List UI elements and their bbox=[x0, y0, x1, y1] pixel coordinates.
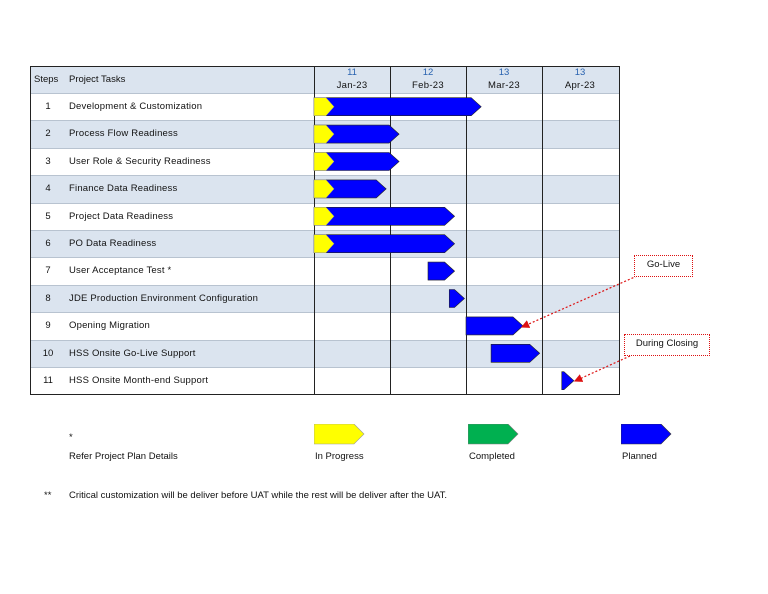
step-number: 8 bbox=[45, 292, 51, 304]
task-name: Finance Data Readiness bbox=[69, 183, 178, 195]
footnote-marker: ** bbox=[44, 490, 52, 501]
step-number: 4 bbox=[45, 183, 51, 195]
task-name: User Acceptance Test * bbox=[69, 265, 172, 277]
step-number: 11 bbox=[43, 375, 53, 386]
month-label-feb: Feb-23 bbox=[412, 80, 444, 91]
month-label-mar: Mar-23 bbox=[488, 80, 520, 91]
gantt-bar bbox=[466, 317, 523, 335]
legend-refer-text: Refer Project Plan Details bbox=[69, 451, 178, 462]
step-number: 3 bbox=[45, 155, 51, 167]
month-count-mar: 13 bbox=[498, 67, 510, 78]
task-name: Development & Customization bbox=[69, 101, 203, 112]
legend-completed-swatch bbox=[468, 424, 520, 448]
gantt-bar bbox=[428, 262, 455, 280]
gantt-bar bbox=[314, 98, 481, 116]
month-count-feb: 12 bbox=[422, 67, 434, 78]
gantt-bar bbox=[491, 344, 540, 362]
step-number: 9 bbox=[45, 320, 51, 332]
header-steps: Steps bbox=[34, 74, 59, 85]
step-number: 2 bbox=[45, 128, 51, 140]
gantt-bar bbox=[314, 235, 455, 253]
header-project-tasks: Project Tasks bbox=[69, 74, 126, 85]
task-name: HSS Onsite Month-end Support bbox=[69, 375, 209, 386]
task-name: HSS Onsite Go-Live Support bbox=[69, 347, 196, 359]
gantt-bar bbox=[314, 207, 455, 225]
task-name: JDE Production Environment Configuration bbox=[69, 292, 259, 304]
step-number: 6 bbox=[45, 238, 51, 249]
legend-completed-label: Completed bbox=[469, 451, 515, 462]
gantt-bar bbox=[562, 372, 574, 390]
legend-in-progress-swatch bbox=[314, 424, 366, 448]
step-number: 5 bbox=[45, 210, 51, 222]
gantt-table bbox=[30, 66, 620, 395]
legend-asterisk: * bbox=[69, 432, 73, 443]
month-label-apr: Apr-23 bbox=[564, 80, 596, 91]
step-number: 10 bbox=[42, 347, 54, 359]
task-name: User Role & Security Readiness bbox=[69, 155, 211, 167]
step-number: 1 bbox=[45, 101, 51, 112]
legend-in-progress-label: In Progress bbox=[315, 451, 364, 462]
task-name: Process Flow Readiness bbox=[69, 128, 178, 140]
month-label-jan: Jan-23 bbox=[336, 80, 368, 91]
footnote-text: Critical customization will be deliver before UAT while the rest will be deliver after the UAT. bbox=[69, 490, 448, 501]
task-name: Opening Migration bbox=[69, 320, 151, 332]
during-closing-callout: During Closing bbox=[624, 334, 710, 356]
golive-callout: Go-Live bbox=[634, 255, 693, 277]
month-count-apr: 13 bbox=[574, 67, 586, 78]
gantt-bars bbox=[30, 66, 620, 395]
task-name: PO Data Readiness bbox=[69, 238, 157, 249]
gantt-bar bbox=[449, 290, 464, 308]
task-name: Project Data Readiness bbox=[69, 210, 174, 222]
step-number: 7 bbox=[45, 265, 51, 277]
month-count-jan: 11 bbox=[347, 67, 357, 78]
legend-planned-label: Planned bbox=[622, 451, 657, 462]
legend-planned-swatch bbox=[621, 424, 673, 448]
